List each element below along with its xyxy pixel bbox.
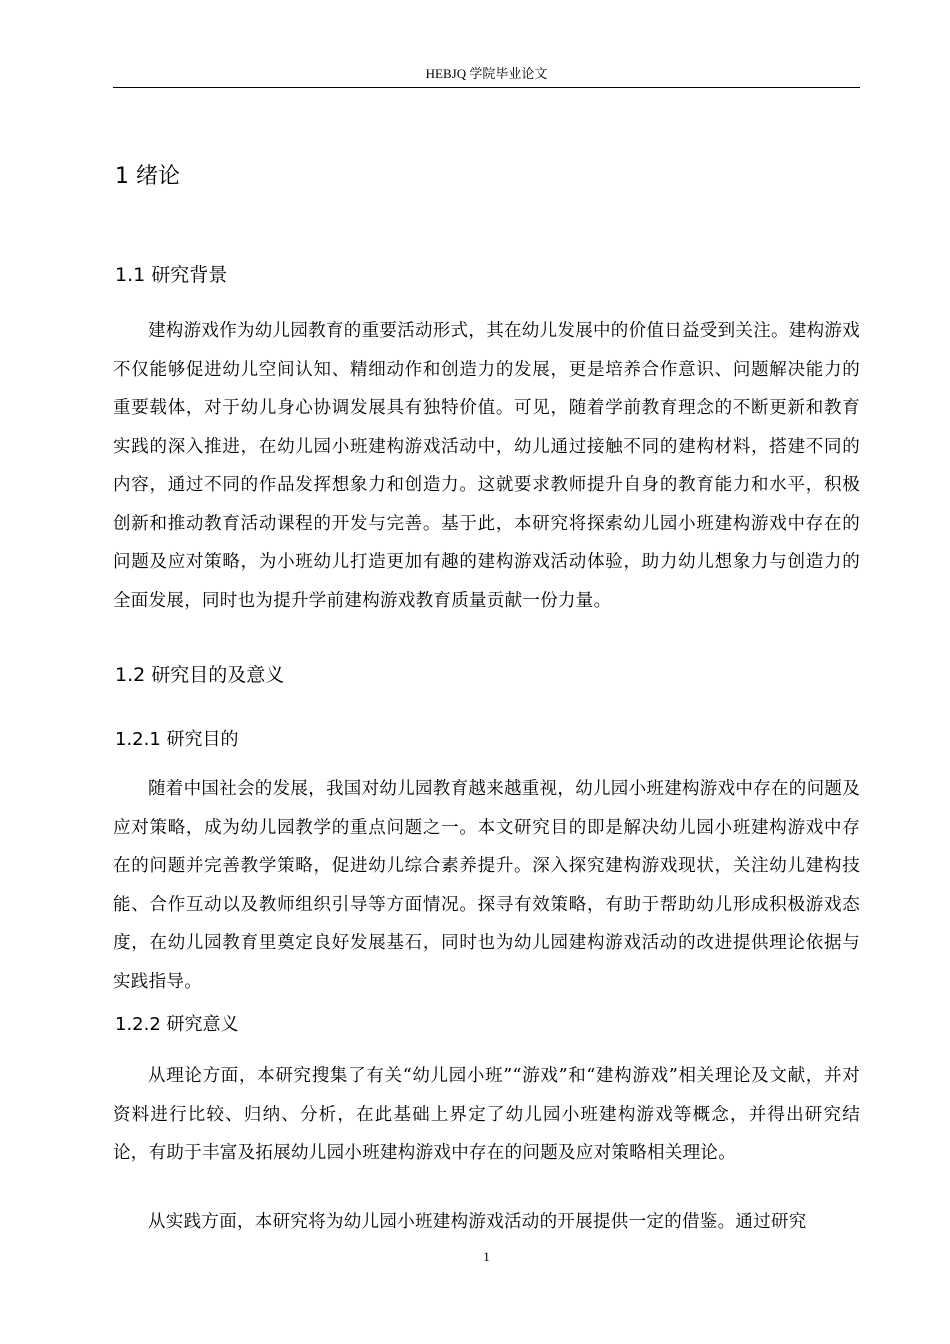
subsection-heading-significance: 1.2.2 研究意义: [115, 1014, 239, 1035]
header-rule: [113, 87, 860, 88]
page-number: 1: [483, 1249, 490, 1264]
section-heading-purpose-significance: 1.2 研究目的及意义: [115, 664, 285, 686]
running-header: HEBJQ 学院毕业论文: [425, 66, 548, 81]
paragraph-significance-theory: 从理论方面，本研究搜集了有关“幼儿园小班”“游戏”和“建构游戏”相关理论及文献，并对资料进行比较、归纳、分析，在此基础上界定了幼儿园小班建构游戏等概念，并得出研究结论，有助于丰富及拓展幼儿园小班建构游戏中存在的问题及应对策略相关理论。: [113, 1066, 860, 1163]
subsection-heading-purpose: 1.2.1 研究目的: [115, 729, 239, 750]
paragraph-purpose: 随着中国社会的发展，我国对幼儿园教育越来越重视，幼儿园小班建构游戏中存在的问题及应对策略，成为幼儿园教学的重点问题之一。本文研究目的即是解决幼儿园小班建构游戏中存在的问题并完善教学策略，促进幼儿综合素养提升。深入探究建构游戏现状，关注幼儿建构技能、合作互动以及教师组织引导等方面情况。探寻有效策略，有助于帮助幼儿形成积极游戏态度，在幼儿园教育里奠定良好发展基石，同时也为幼儿园建构游戏活动的改进提供理论依据与实践指导。: [113, 779, 860, 992]
paragraph-significance-practice: 从实践方面，本研究将为幼儿园小班建构游戏活动的开展提供一定的借鉴。通过研究: [148, 1212, 807, 1232]
section-heading-background: 1.1 研究背景: [115, 264, 228, 286]
paragraph-background: 建构游戏作为幼儿园教育的重要活动形式，其在幼儿发展中的价值日益受到关注。建构游戏不仅能够促进幼儿空间认知、精细动作和创造力的发展，更是培养合作意识、问题解决能力的重要载体，对于幼儿身心协调发展具有独特价值。可见，随着学前教育理念的不断更新和教育实践的深入推进，在幼儿园小班建构游戏活动中，幼儿通过接触不同的建构材料，搭建不同的内容，通过不同的作品发挥想象力和创造力。这就要求教师提升自身的教育能力和水平，积极创新和推动教育活动课程的开发与完善。基于此，本研究将探索幼儿园小班建构游戏中存在的问题及应对策略，为小班幼儿打造更加有趣的建构游戏活动体验，助力幼儿想象力与创造力的全面发展，同时也为提升学前建构游戏教育质量贡献一份力量。: [113, 321, 860, 611]
chapter-title: 1 绪论: [115, 164, 180, 189]
